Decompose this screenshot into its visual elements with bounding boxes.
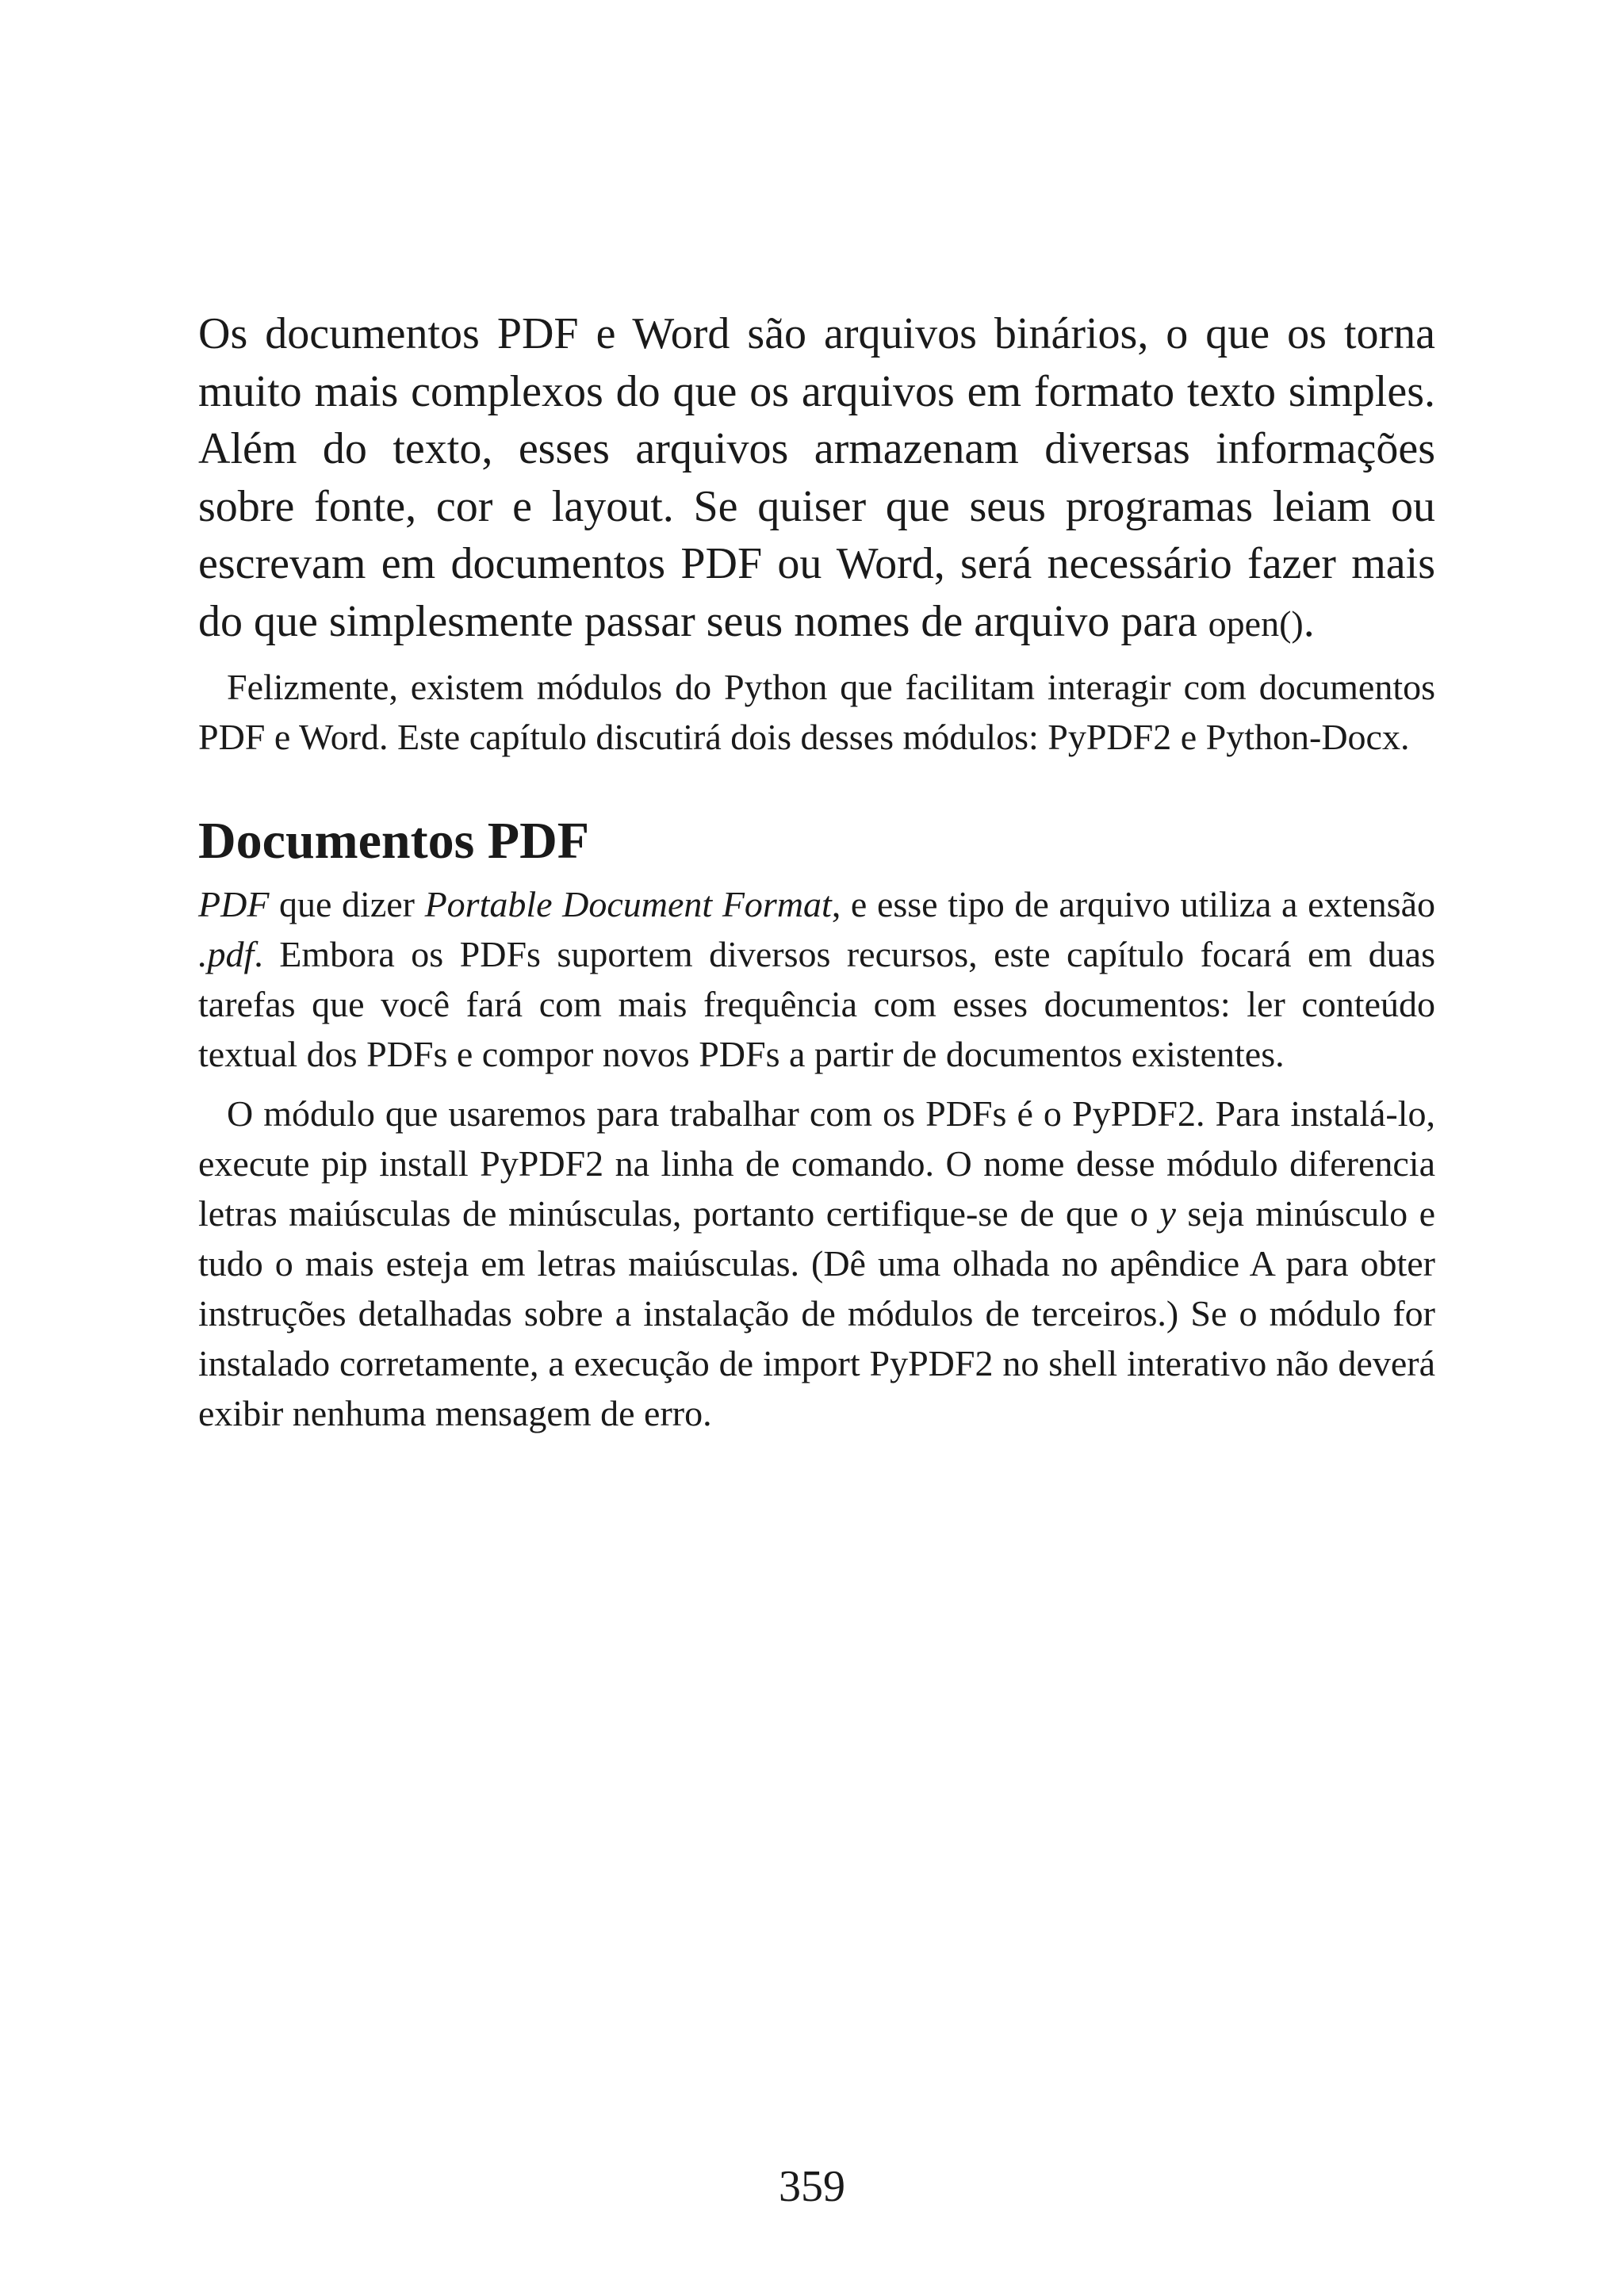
page-number: 359 [779, 2162, 845, 2211]
section-paragraph-2 [198, 1089, 1435, 1438]
page-content [198, 305, 1435, 1438]
section-heading: Documentos PDF [198, 812, 590, 870]
intro-paragraph-1 [198, 305, 1435, 652]
section-paragraph-2-text-2: seja minúsculo e tudo o mais esteja em letras maiúsculas. (Dê uma olhada no apêndice A para obter instruções detalhadas sobre a instalação de módulos de terceiros.) Se o módulo for instalado corretamente, a execução de import PyPDF2 no shell interativo não deverá exibir nenhuma mensagem de erro. [198, 1193, 1436, 1433]
portable-document-format-term: Portable Document Format [424, 884, 832, 924]
pdf-term: PDF [198, 884, 270, 924]
intro-paragraph-1-end: . [1303, 596, 1315, 646]
section-paragraph-1-text-3: . Embora os PDFs suportem diversos recursos, este capítulo focará em duas tarefas que você fará com mais frequência com esses documentos: ler conteúdo textual dos PDFs e compor novos PDFs a partir de documentos existentes. [198, 934, 1435, 1074]
y-letter-term: y [1159, 1193, 1176, 1234]
section-paragraph-2-text-1: O módulo que usaremos para trabalhar com os PDFs é o PyPDF2. Para instalá-lo, execute pip install PyPDF2 na linha de comando. O nome desse módulo diferencia letras maiúsculas de minúsculas, portanto certifique-se de que o [198, 1093, 1435, 1234]
open-function-code: open() [1208, 603, 1304, 644]
section-paragraph-1-text-2: , e esse tipo de arquivo utiliza a extensão [831, 884, 1435, 924]
intro-paragraph-2: Felizmente, existem módulos do Python que facilitam interagir com documentos PDF e Word. Este capítulo discutirá dois desses módulos: PyPDF2 e Python-Docx. [198, 667, 1435, 757]
section-paragraph-1-text-1: que dizer [269, 884, 425, 924]
intro-paragraph-1-text: Os documentos PDF e Word são arquivos binários, o que os torna muito mais complexos do que os arquivos em formato texto simples. Além do texto, esses arquivos armazenam diversas informações sobre fonte, cor e layout. Se quiser que seus programas leiam ou escrevam em documentos PDF ou Word, será necessário fazer mais do que simplesmente passar seus nomes de arquivo para [198, 309, 1435, 646]
pdf-extension-term: .pdf [198, 934, 255, 974]
section-paragraph-1 [198, 879, 1435, 1079]
